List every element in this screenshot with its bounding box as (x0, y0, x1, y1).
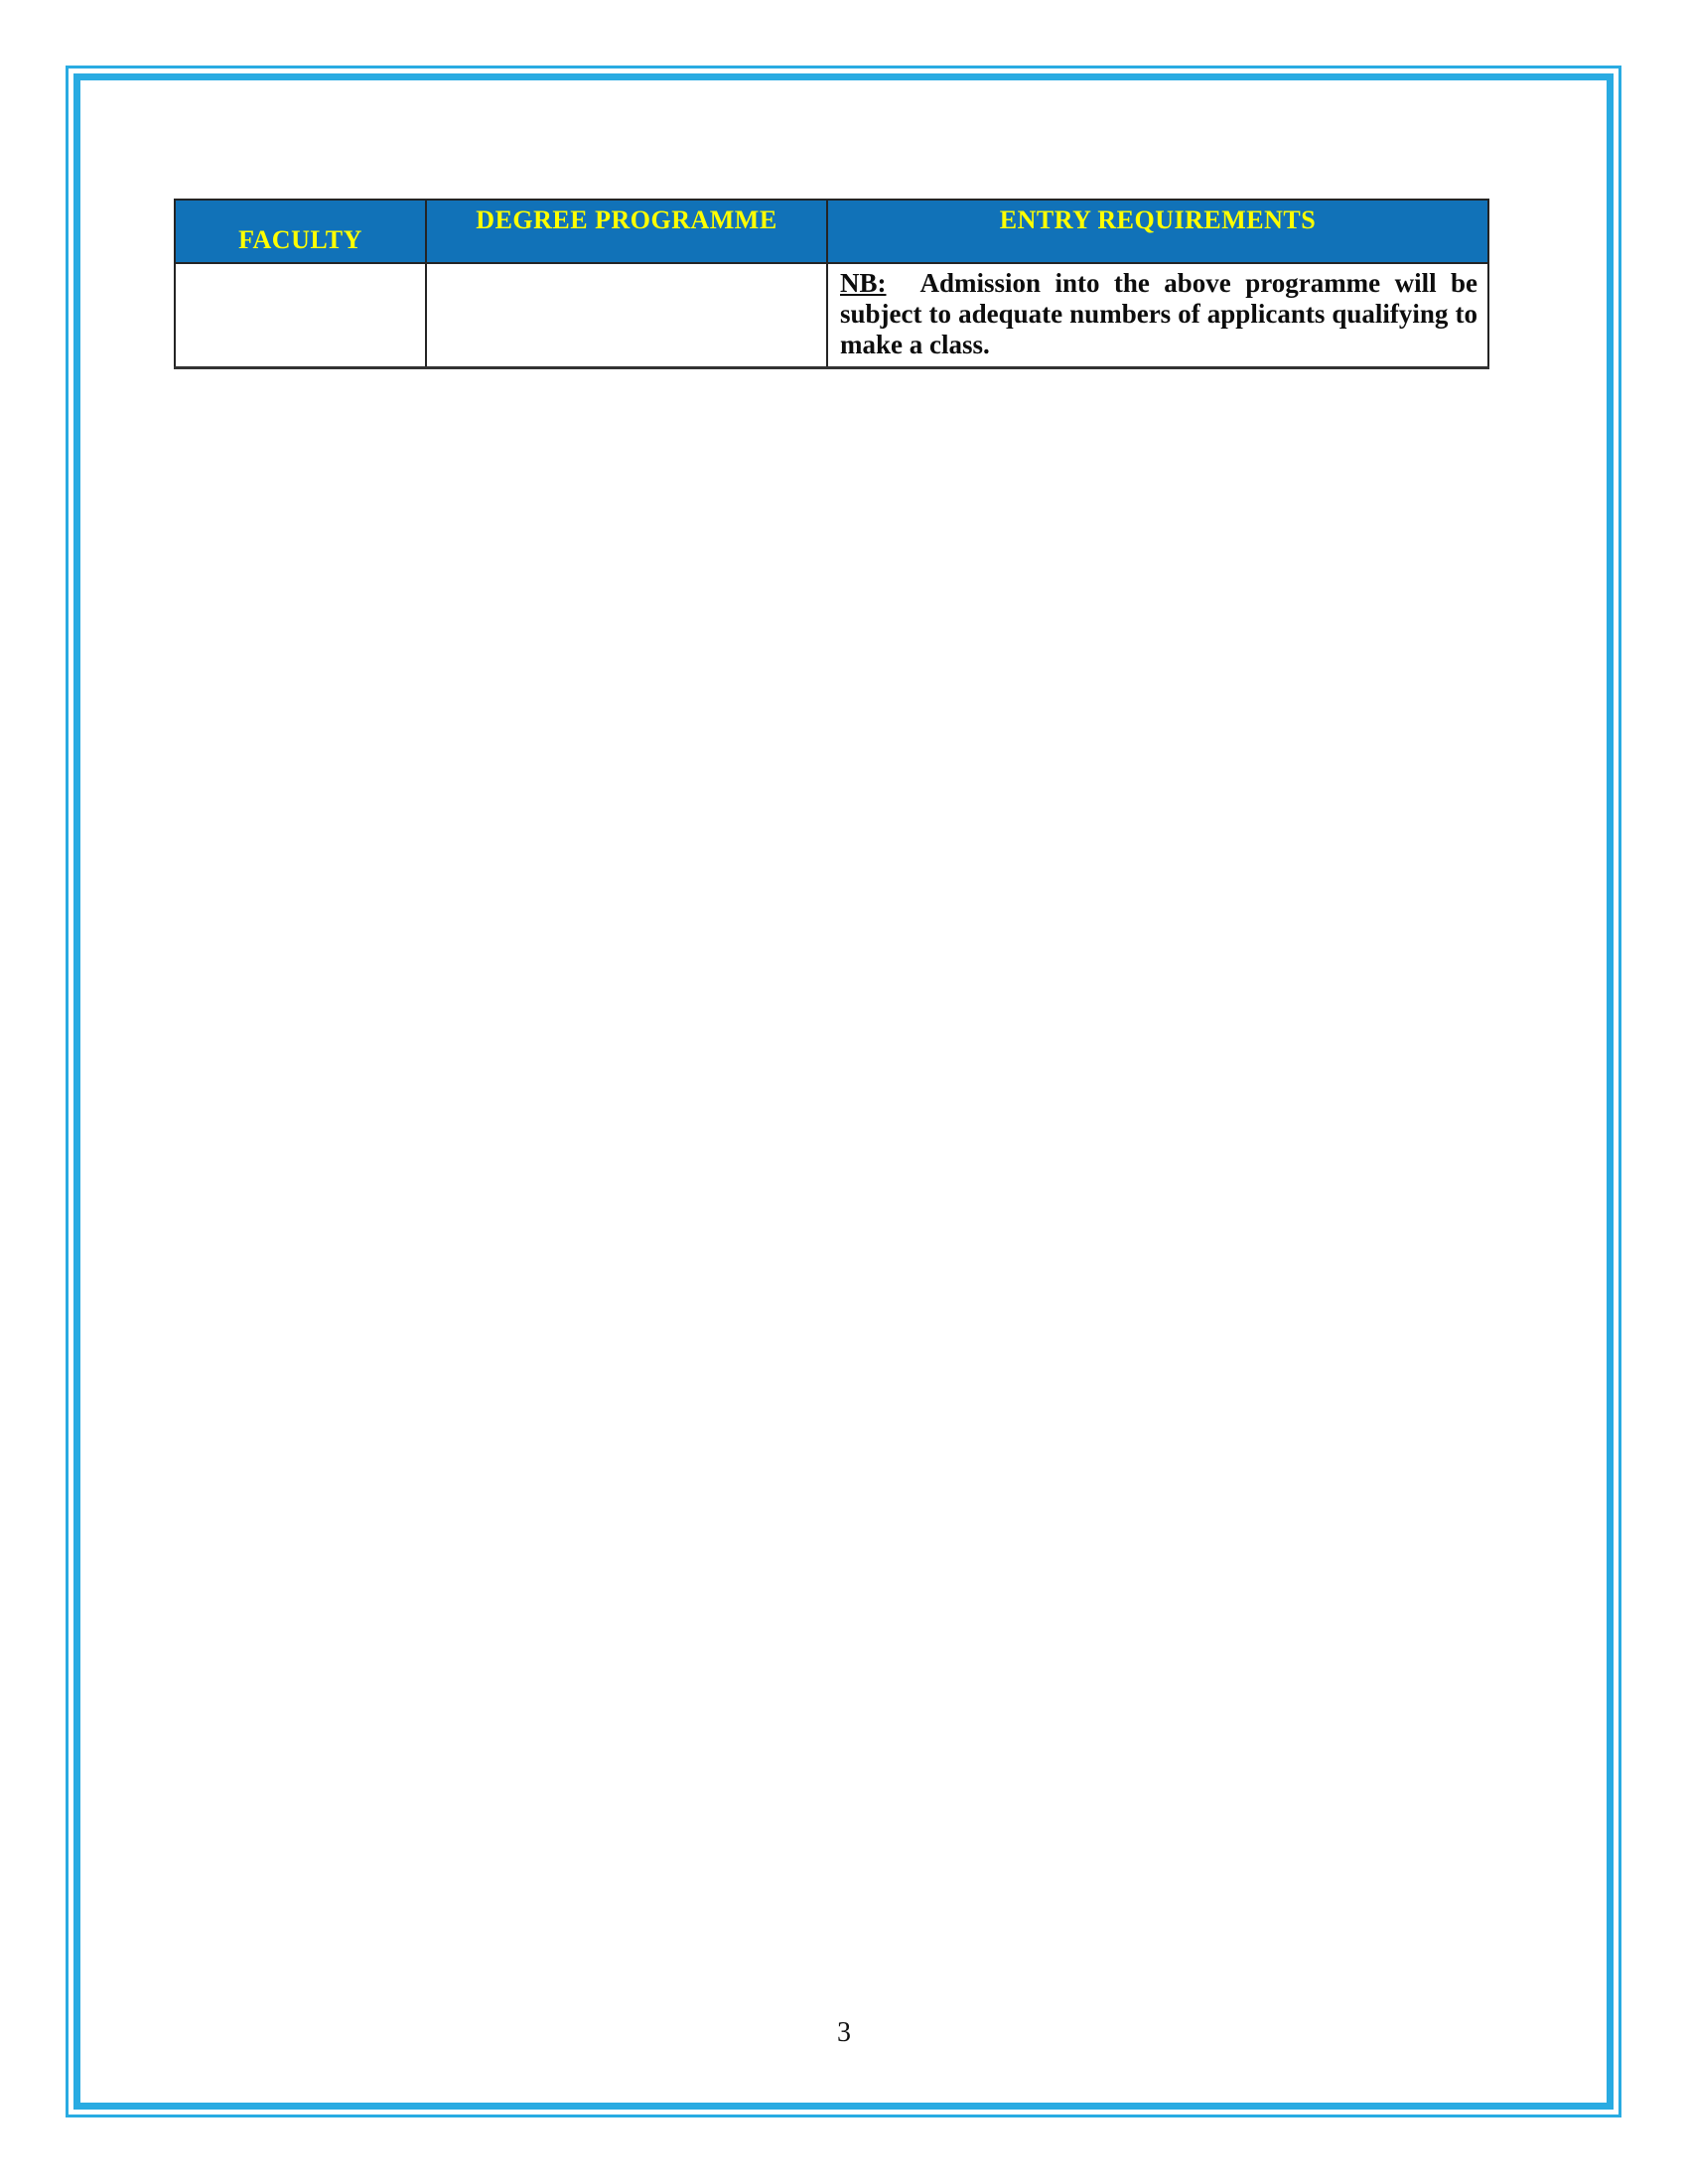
table-header-row (175, 200, 1488, 263)
nb-label: NB: (840, 268, 887, 298)
column-header-degree-programme (426, 200, 827, 263)
page-number: 3 (837, 2017, 851, 2048)
degree-programme-cell-empty (426, 263, 827, 368)
entry-requirements-header-label: ENTRY REQUIREMENTS (999, 205, 1317, 234)
nb-note-text: Admission into the above programme will be subject to adequate numbers of applicants qualifying to make a class. (840, 268, 1477, 359)
table-body-row (175, 263, 1488, 368)
faculty-header-label: FACULTY (238, 225, 362, 254)
page-border-inner (73, 73, 1614, 2110)
column-header-faculty (175, 200, 426, 263)
programmes-table (174, 199, 1489, 369)
entry-requirements-note-cell (827, 263, 1488, 368)
column-header-entry-requirements (827, 200, 1488, 263)
degree-programme-header-label: DEGREE PROGRAMME (476, 205, 777, 234)
faculty-cell-empty (175, 263, 426, 368)
page-border-outer (66, 66, 1621, 2117)
